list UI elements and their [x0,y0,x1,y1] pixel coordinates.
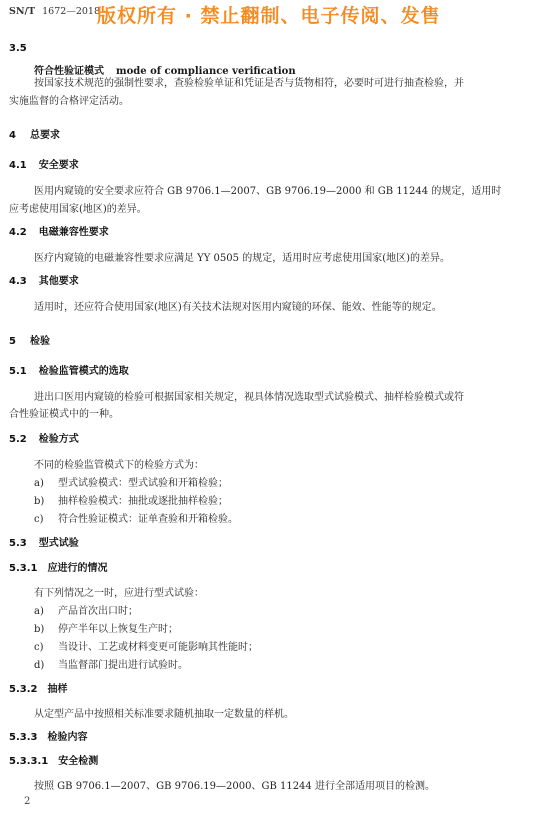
list-item [34,602,138,617]
paragraph-4-1-line2: 应考虑使用国家(地区)的差异。 [9,204,147,215]
section-5-3-3-heading [9,728,87,743]
standard-number: 1672 [42,6,67,17]
list-item-text: 型式试验模式：型式试验和开箱检验； [58,478,228,489]
section-number: 5.3.2 [9,684,38,695]
list-item-text: 当设计、工艺或材料变更可能影响其性能时； [58,642,258,653]
list-item-text: 抽样检验模式：抽批或逐批抽样检验； [58,496,228,507]
list-item-text: 产品首次出口时； [58,606,138,617]
list-item-label: b) [34,496,45,507]
section-number: 4.1 [9,160,27,171]
section-title: 应进行的情况 [47,563,108,574]
section-title: 抽样 [47,684,68,695]
term-english: mode of compliance verification [116,66,296,77]
section-5-2-heading [9,430,79,445]
list-item-text: 停产半年以上恢复生产时； [58,624,178,635]
paragraph-5-3-1-intro: 有下列情况之一时，应进行型式试验： [34,588,204,599]
section-number: 5 [9,336,16,347]
paragraph-5-2-intro: 不同的检验监管模式下的检验方式为： [34,460,204,471]
section-5-3-3-1-heading [9,752,98,767]
list-item [34,474,228,489]
paragraph-5-3-2: 从定型产品中按照相关标准要求随机抽取一定数量的样机。 [34,709,294,720]
section-title: 其他要求 [38,276,79,287]
list-item [34,510,238,525]
section-5-1-heading [9,362,129,377]
section-title: 安全检测 [58,756,99,767]
section-number: 5.1 [9,366,27,377]
standard-year: 2018 [75,6,100,17]
section-number: 5.3.3.1 [9,756,49,767]
section-5-heading [9,332,50,347]
section-number: 5.2 [9,434,27,445]
paragraph-5-1-line1: 进出口医用内窥镜的检验可根据国家相关规定，视具体情况选取型式试验模式、抽样检验模式或符 [34,392,464,403]
section-4-2-heading [9,223,109,238]
section-number: 5.3.3 [9,732,38,743]
document-code: SN/T 1672—2018 [9,6,100,17]
list-item [34,492,228,507]
section-title: 电磁兼容性要求 [38,227,109,238]
section-title: 型式试验 [38,538,79,549]
standard-code: SN/T [9,6,36,17]
section-title: 总要求 [29,130,60,141]
paragraph-4-1-line1: 医用内窥镜的安全要求应符合 GB 9706.1—2007、GB 9706.19—2000 和 GB 11244 的规定，适用时 [34,186,502,197]
section-title: 检验方式 [38,434,79,445]
section-title: 检验监管模式的选取 [38,366,129,377]
section-title: 检验 [29,336,50,347]
section-5-3-1-heading [9,559,107,574]
section-3-5-number: 3.5 [9,43,27,54]
list-item-label: d) [34,660,45,671]
section-number: 4.2 [9,227,27,238]
list-item [34,656,188,671]
section-title: 安全要求 [38,160,79,171]
paragraph-3-5-line1: 按国家技术规范的强制性要求，查验检验单证和凭证是否与货物相符，必要时可进行抽查检验，并 [34,78,464,89]
section-number: 5.3.1 [9,563,38,574]
paragraph-4-2: 医疗内窥镜的电磁兼容性要求应满足 YY 0505 的规定，适用时应考虑使用国家(地区)的差异。 [34,253,450,264]
paragraph-3-5-line2: 实施监督的合格评定活动。 [9,96,129,107]
page-number: 2 [24,796,31,807]
section-4-heading [9,126,60,141]
section-number: 4.3 [9,276,27,287]
section-5-3-heading [9,534,79,549]
list-item [34,638,258,653]
paragraph-5-1-line2: 合性验证模式中的一种。 [9,409,119,420]
list-item-label: c) [34,514,44,525]
section-5-3-2-heading [9,680,67,695]
list-item-label: c) [34,642,44,653]
list-item-text: 当监督部门提出进行试验时。 [58,660,188,671]
paragraph-4-3: 适用时，还应符合使用国家(地区)有关技术法规对医用内窥镜的环保、能效、性能等的规定。 [34,302,442,313]
section-4-3-heading [9,272,79,287]
section-4-1-heading [9,156,79,171]
list-item [34,620,178,635]
section-title: 检验内容 [47,732,88,743]
section-number: 4 [9,130,16,141]
list-item-label: a) [34,606,44,617]
list-item-label: a) [34,478,44,489]
copyright-watermark: 版权所有 · 禁止翻制、电子传阅、发售 [97,5,441,27]
list-item-label: b) [34,624,45,635]
section-number: 5.3 [9,538,27,549]
term-chinese: 符合性验证模式 [34,66,104,77]
paragraph-5-3-3-1: 按照 GB 9706.1—2007、GB 9706.19—2000、GB 11244 进行全部适用项目的检测。 [34,781,435,792]
list-item-text: 符合性验证模式：证单查验和开箱检验。 [58,514,238,525]
